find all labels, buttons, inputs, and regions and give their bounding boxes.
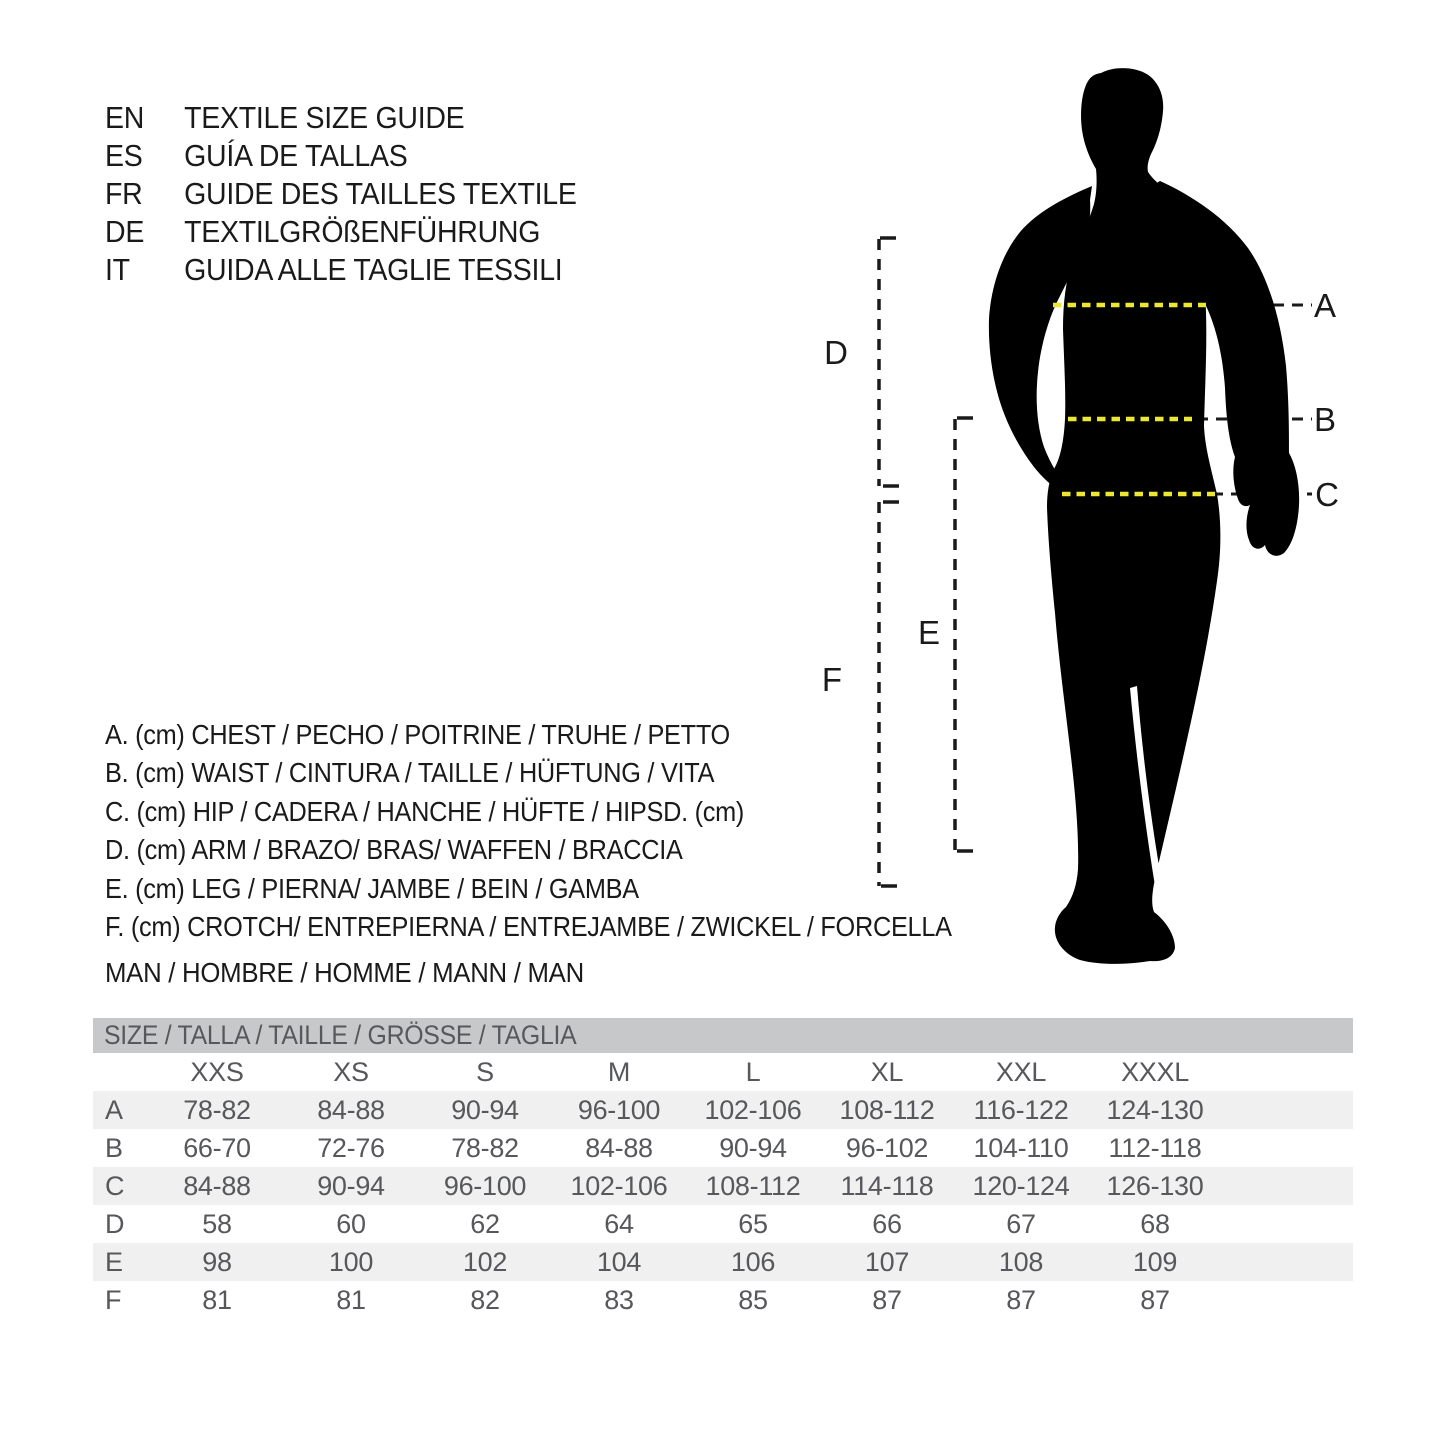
table-cell: 106	[730, 1246, 776, 1277]
table-cell: 67	[1006, 1208, 1036, 1239]
table-cell: 107	[864, 1246, 910, 1277]
table-cell: 87	[1140, 1284, 1170, 1315]
table-row	[93, 1205, 1353, 1243]
table-cell: 58	[202, 1208, 232, 1239]
marker-label-crotch: F	[821, 661, 843, 698]
table-cell: 66	[872, 1208, 902, 1239]
table-cell: 85	[738, 1284, 768, 1315]
size-table	[93, 1018, 1353, 1319]
size-column-header: XS	[333, 1056, 369, 1087]
marker-label-chest: A	[1313, 287, 1337, 324]
table-cell: 108	[998, 1246, 1044, 1277]
table-cell: 100	[328, 1246, 374, 1277]
legend-line-chest: A. (cm) CHEST / PECHO / POITRINE / TRUHE / PETTO	[105, 719, 730, 750]
table-cell: 81	[336, 1284, 366, 1315]
table-cell: 109	[1132, 1246, 1178, 1277]
row-label: E	[105, 1246, 123, 1277]
row-label: A	[105, 1094, 123, 1125]
table-cell: 62	[470, 1208, 500, 1239]
table-cell: 96-100	[577, 1094, 661, 1125]
size-column-header: S	[476, 1056, 494, 1087]
legend-line-arm: D. (cm) ARM / BRAZO/ BRAS/ WAFFEN / BRACCIA	[105, 834, 683, 866]
table-cell: 108-112	[705, 1170, 801, 1201]
table-cell: 112-118	[1108, 1132, 1202, 1163]
size-column-header: M	[607, 1056, 631, 1087]
marker-label-arm: D	[824, 334, 848, 371]
legend-line-hip: C. (cm) HIP / CADERA / HANCHE / HÜFTE / HIPSD. (cm)	[105, 795, 745, 827]
size-table-rows	[93, 1053, 1353, 1319]
size-header-row	[93, 1053, 1353, 1091]
size-table-title-bar	[93, 1018, 1353, 1053]
table-cell: 87	[872, 1284, 902, 1315]
table-row	[93, 1129, 1353, 1167]
marker-label-leg: E	[917, 614, 941, 651]
table-cell: 68	[1140, 1208, 1170, 1239]
size-column-header: XXS	[190, 1056, 244, 1087]
table-cell: 114-118	[840, 1170, 934, 1201]
table-cell: 102-106	[570, 1170, 668, 1201]
guide-title-en: TEXTILE SIZE GUIDE	[184, 100, 465, 135]
table-cell: 104-110	[973, 1132, 1069, 1163]
table-row	[93, 1281, 1353, 1319]
table-cell: 98	[202, 1246, 232, 1277]
size-column-header: XL	[870, 1056, 904, 1087]
table-cell: 84-88	[183, 1170, 251, 1201]
table-cell: 84-88	[585, 1132, 653, 1163]
row-label: C	[105, 1170, 125, 1201]
table-cell: 102	[462, 1246, 508, 1277]
table-cell: 83	[604, 1284, 634, 1315]
size-column-header: L	[745, 1056, 761, 1087]
table-row	[93, 1091, 1353, 1129]
row-label: F	[105, 1284, 122, 1315]
table-cell: 78-82	[183, 1094, 251, 1125]
table-cell: 64	[604, 1208, 634, 1239]
table-cell: 96-100	[443, 1170, 527, 1201]
table-cell: 90-94	[317, 1170, 385, 1201]
table-cell: 116-122	[973, 1094, 1069, 1125]
table-cell: 108-112	[839, 1094, 935, 1125]
table-cell: 72-76	[317, 1132, 385, 1163]
table-cell: 124-130	[1106, 1094, 1204, 1125]
table-cell: 102-106	[704, 1094, 802, 1125]
table-cell: 104	[596, 1246, 642, 1277]
legend-line-crotch: F. (cm) CROTCH/ ENTREPIERNA / ENTREJAMBE / ZWICKEL / FORCELLA	[105, 911, 952, 943]
table-cell: 126-130	[1106, 1170, 1204, 1201]
size-column-header: XXXL	[1121, 1056, 1189, 1087]
table-row	[93, 1167, 1353, 1205]
table-cell: 96-102	[845, 1132, 929, 1163]
legend-line-waist: B. (cm) WAIST / CINTURA / TAILLE / HÜFTUNG / VITA	[105, 757, 715, 789]
language-code-fr: FR	[105, 176, 143, 211]
size-table-title: SIZE / TALLA / TAILLE / GRÖSSE / TAGLIA	[104, 1020, 577, 1050]
language-code-es: ES	[105, 138, 143, 173]
table-row	[93, 1243, 1353, 1281]
guide-title-it: GUIDA ALLE TAGLIE TESSILI	[184, 252, 563, 287]
language-code-en: EN	[105, 100, 145, 135]
table-cell: 66-70	[183, 1132, 251, 1163]
table-cell: 90-94	[719, 1132, 787, 1163]
table-cell: 65	[738, 1208, 768, 1239]
language-code-de: DE	[105, 214, 145, 249]
language-code-it: IT	[105, 252, 130, 287]
table-cell: 60	[336, 1208, 366, 1239]
table-cell: 81	[202, 1284, 232, 1315]
table-cell: 84-88	[317, 1094, 385, 1125]
marker-label-hip: C	[1315, 476, 1339, 513]
row-label: D	[105, 1208, 125, 1239]
table-cell: 82	[470, 1284, 500, 1315]
size-column-header: XXL	[995, 1056, 1047, 1087]
category-line: MAN / HOMBRE / HOMME / MANN / MAN	[105, 957, 584, 988]
guide-title-de: TEXTILGRÖßENFÜHRUNG	[184, 214, 541, 249]
guide-title-es: GUÍA DE TALLAS	[184, 138, 408, 173]
table-cell: 120-124	[972, 1170, 1070, 1201]
legend-line-leg: E. (cm) LEG / PIERNA/ JAMBE / BEIN / GAMBA	[105, 872, 639, 904]
guide-title-fr: GUIDE DES TAILLES TEXTILE	[184, 176, 577, 211]
table-cell: 78-82	[451, 1132, 519, 1163]
table-cell: 90-94	[451, 1094, 519, 1125]
table-cell: 87	[1006, 1284, 1036, 1315]
marker-label-waist: B	[1313, 401, 1337, 438]
row-label: B	[105, 1132, 123, 1163]
